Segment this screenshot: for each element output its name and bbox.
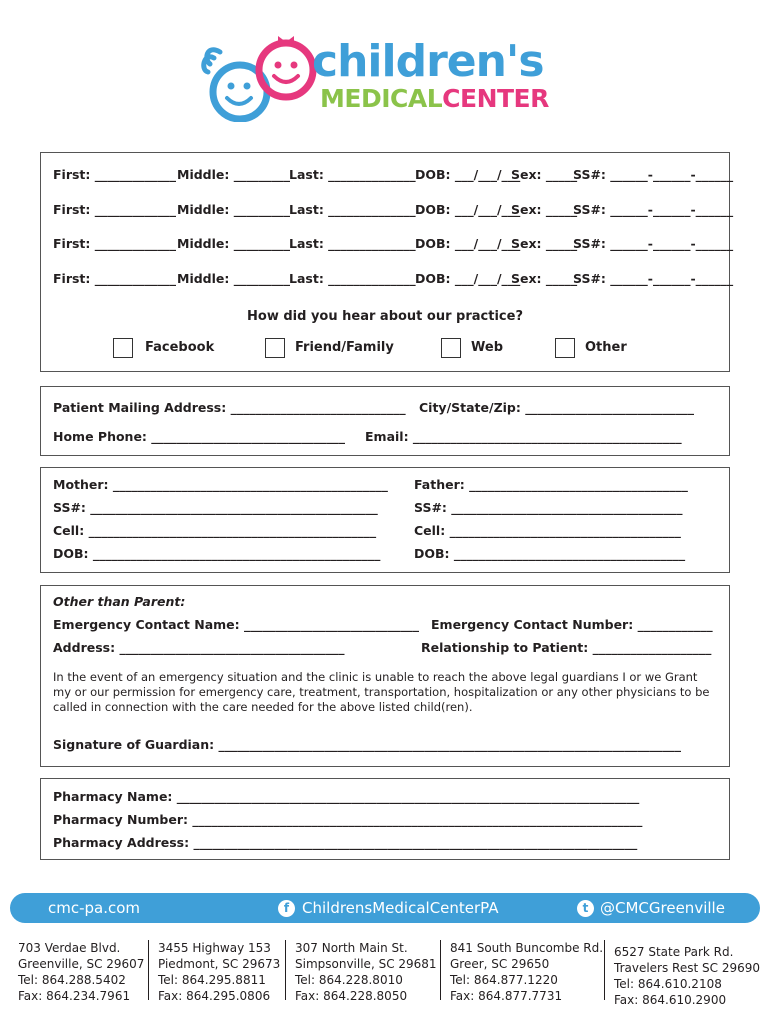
father-cell-field[interactable]: Cell: _____________________________________ [414,523,681,538]
sex-field[interactable]: Sex: _____ [511,202,578,217]
first-name-field[interactable]: First: _____________ [53,202,177,217]
location-greer: 841 South Buncombe Rd. Greer, SC 29650 Tel: 864.877.1220 Fax: 864.877.7731 [450,941,604,1003]
relationship-field[interactable]: Relationship to Patient: ___________________ [421,640,712,655]
ss-field[interactable]: SS#: ______-______-______ [573,271,734,286]
home-phone-field[interactable]: Home Phone: _______________________________ [53,429,346,444]
dob-field[interactable]: DOB: ___/___/___ [415,236,521,251]
web-label: Web [471,340,503,355]
referral-question: How did you hear about our practice? [247,309,523,324]
sex-field[interactable]: Sex: _____ [511,236,578,251]
dob-field[interactable]: DOB: ___/___/___ [415,202,521,217]
address-section [40,386,730,456]
consent-paragraph: In the event of an emergency situation and the clinic is unable to reach the above legal guardians I or we Grant my or our permission for emergency care, treatment, transportation, hospitalization or any other physicians to be called in connection with the care needed for the above listed child(ren). [53,670,710,714]
facebook-link[interactable]: ChildrensMedicalCenterPA [302,899,499,917]
last-name-field[interactable]: Last: ______________ [289,236,416,251]
patient-info-section [40,152,734,372]
mother-ss-field[interactable]: SS#: ______________________________________________ [53,500,378,515]
pharmacy-address-field[interactable]: Pharmacy Address: _______________________________________________________________________ [53,835,638,850]
first-name-field[interactable]: First: _____________ [53,236,177,251]
pharmacy-name-field[interactable]: Pharmacy Name: __________________________________________________________________________ [53,789,640,804]
divider [148,940,149,1000]
email-field[interactable]: Email: ___________________________________________ [365,429,682,444]
last-name-field[interactable]: Last: ______________ [289,271,416,286]
guardian-signature-field[interactable]: Signature of Guardian: __________________________________________________________________________ [53,737,681,752]
location-simpsonville: 307 North Main St. Simpsonville, SC 29681 Tel: 864.228.8010 Fax: 864.228.8050 [295,941,437,1003]
facebook-label: Facebook [145,340,215,355]
logo-medical-center-text: MEDICALCENTER [320,84,549,113]
twitter-icon: t [577,900,594,917]
divider [440,940,441,1000]
divider [604,940,605,1000]
last-name-field[interactable]: Last: ______________ [289,167,416,182]
twitter-link[interactable]: @CMCGreenville [600,899,725,917]
location-travelers-rest: 6527 State Park Rd. Travelers Rest SC 29690 Tel: 864.610.2108 Fax: 864.610.2900 [614,945,760,1007]
mailing-address-field[interactable]: Patient Mailing Address: ____________________________ [53,400,406,415]
first-name-field[interactable]: First: _____________ [53,271,177,286]
dob-field[interactable]: DOB: ___/___/___ [415,167,521,182]
web-checkbox[interactable] [441,338,461,358]
father-field[interactable]: Father: ___________________________________ [414,477,688,492]
pharmacy-section [40,778,730,860]
middle-name-field[interactable]: Middle: _________ [177,236,290,251]
sex-field[interactable]: Sex: _____ [511,167,578,182]
parents-section [40,467,730,573]
emergency-contact-name-field[interactable]: Emergency Contact Name: ____________________________ [53,617,419,632]
location-verdae: 703 Verdae Blvd. Greenville, SC 29607 Tel: 864.288.5402 Fax: 864.234.7961 [18,941,145,1003]
logo-childrens-text: children's [312,36,544,87]
divider [285,940,286,1000]
friend-family-checkbox[interactable] [265,338,285,358]
sex-field[interactable]: Sex: _____ [511,271,578,286]
ss-field[interactable]: SS#: ______-______-______ [573,236,734,251]
middle-name-field[interactable]: Middle: _________ [177,167,290,182]
mother-cell-field[interactable]: Cell: ______________________________________________ [53,523,377,538]
ss-field[interactable]: SS#: ______-______-______ [573,202,734,217]
emergency-contact-number-field[interactable]: Emergency Contact Number: ____________ [431,617,713,632]
father-dob-field[interactable]: DOB: _____________________________________ [414,546,686,561]
emergency-address-field[interactable]: Address: ____________________________________ [53,640,345,655]
logo [200,30,580,122]
father-ss-field[interactable]: SS#: _____________________________________ [414,500,683,515]
pharmacy-number-field[interactable]: Pharmacy Number: ________________________________________________________________________ [53,812,643,827]
first-name-field[interactable]: First: _____________ [53,167,177,182]
friend-family-label: Friend/Family [295,340,394,355]
other-label: Other [585,340,627,355]
facebook-checkbox[interactable] [113,338,133,358]
emergency-section [40,585,730,767]
facebook-icon: f [278,900,295,917]
footer-bar [10,893,760,923]
other-than-parent-heading: Other than Parent: [53,594,186,609]
location-piedmont: 3455 Highway 153 Piedmont, SC 29673 Tel: 864.295.8811 Fax: 864.295.0806 [158,941,281,1003]
mother-dob-field[interactable]: DOB: ______________________________________________ [53,546,381,561]
dob-field[interactable]: DOB: ___/___/___ [415,271,521,286]
children-faces-logo-icon [200,30,320,122]
middle-name-field[interactable]: Middle: _________ [177,271,290,286]
middle-name-field[interactable]: Middle: _________ [177,202,290,217]
city-state-zip-field[interactable]: City/State/Zip: ___________________________ [419,400,694,415]
ss-field[interactable]: SS#: ______-______-______ [573,167,734,182]
other-checkbox[interactable] [555,338,575,358]
last-name-field[interactable]: Last: ______________ [289,202,416,217]
website-link[interactable]: cmc-pa.com [48,899,141,917]
mother-field[interactable]: Mother: ____________________________________________ [53,477,388,492]
